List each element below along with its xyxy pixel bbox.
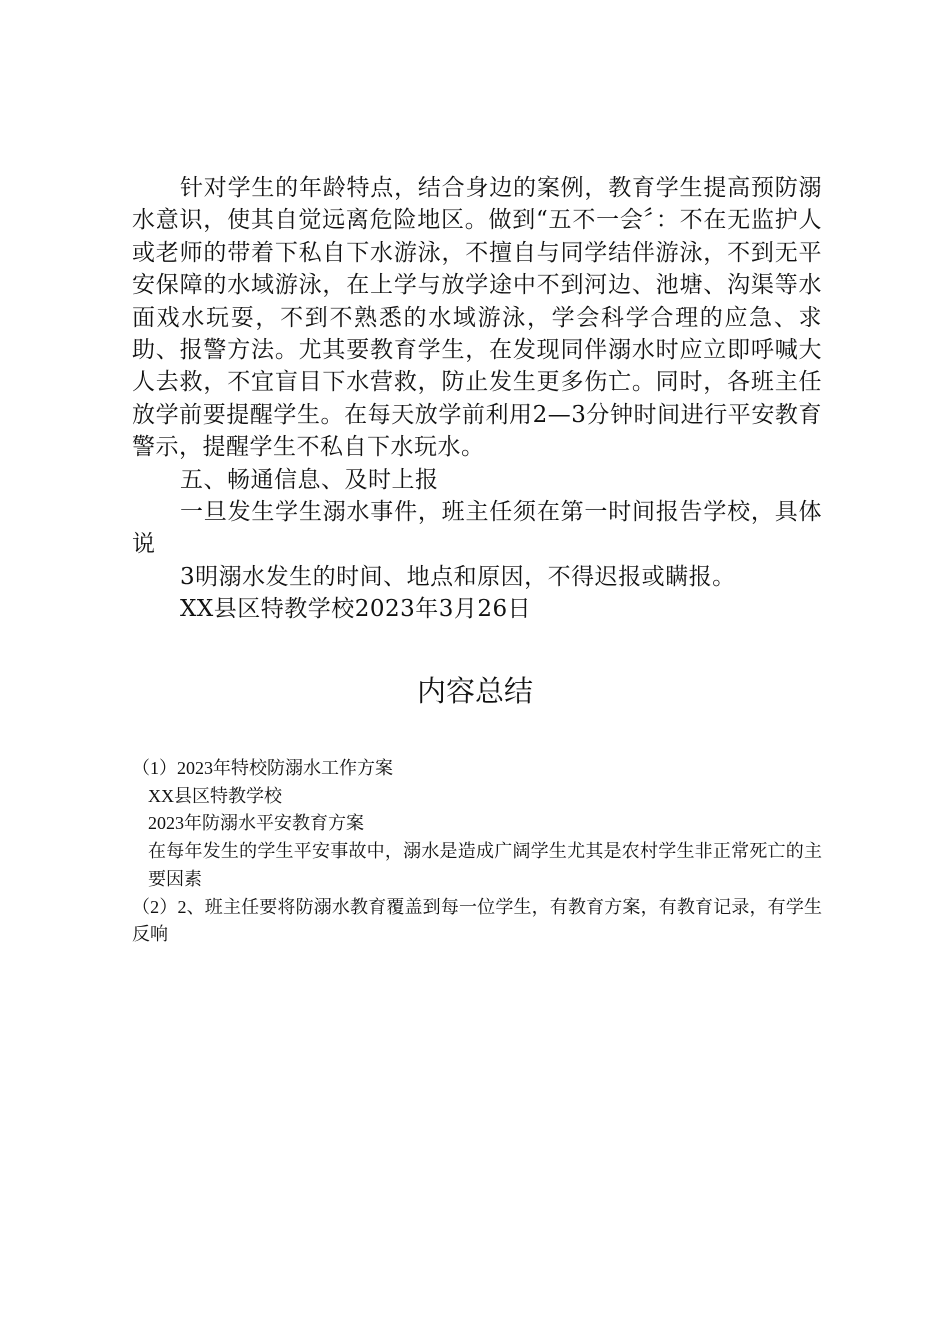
paragraph-reporting: 一旦发生学生溺水事件，班主任须在第一时间报告学校，具体说	[132, 499, 822, 558]
summary-item: 在每年发生的学生平安事故中，溺水是造成广阔学生尤其是农村学生非正常死亡的主要因素	[148, 841, 822, 889]
summary-item: XX县区特教学校	[148, 785, 282, 806]
summary-item: （1）2023年特校防溺水工作方案	[132, 758, 393, 778]
body-text	[132, 172, 822, 626]
paragraph-safety-education: 针对学生的年龄特点，结合身边的案例，教育学生提高预防溺水意识，使其自觉远离危险地区。做到“五不一会〞：不在无监护人或老师的带着下私自下水游泳，不擅自与同学结伴游泳，不到无平安保障的水域游泳，在上学与放学途中不到河边、池塘、沟渠等水面戏水玩耍，不到不熟悉的水域游泳，学会科学合理的应急、求助、报警方法。尤其要教育学生，在发现同伴溺水时应立即呼喊大人去救，不宜盲目下水营救，防止发生更多伤亡。同时，各班主任放学前要提醒学生。在每天放学前利用2—3分钟时间进行平安教育警示，提醒学生不私自下水玩水。	[132, 175, 822, 461]
section-heading-reporting: 五、畅通信息、及时上报	[180, 466, 439, 493]
signature-date-line: XX县区特教学校2023年3月26日	[180, 596, 532, 623]
summary-list	[132, 755, 822, 949]
summary-item: （2）2、班主任要将防溺水教育覆盖到每一位学生，有教育方案，有教育记录，有学生反响	[132, 896, 822, 945]
paragraph-reporting-continued: 3明溺水发生的时间、地点和原因，不得迟报或瞒报。	[180, 563, 736, 590]
summary-title: 内容总结	[416, 676, 533, 708]
summary-item: 2023年防溺水平安教育方案	[148, 813, 364, 834]
